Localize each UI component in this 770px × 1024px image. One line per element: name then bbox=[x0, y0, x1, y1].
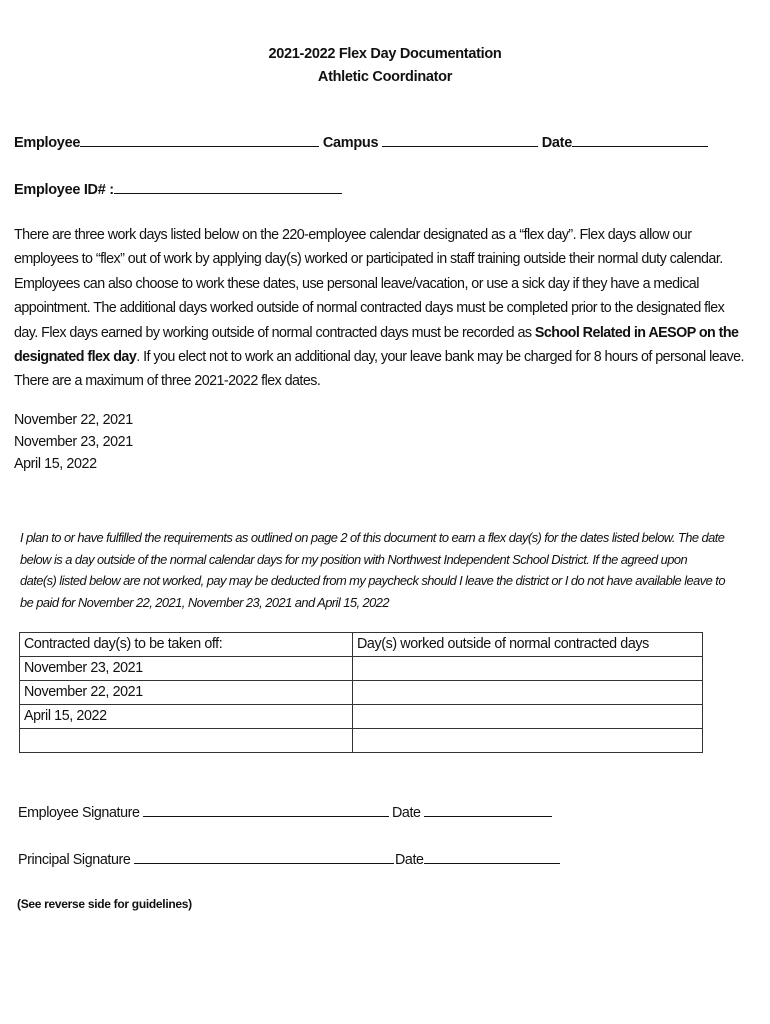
intro-paragraph bbox=[14, 223, 749, 394]
principal-signature-row bbox=[18, 851, 394, 868]
table-cell[interactable] bbox=[353, 681, 703, 705]
intro-text-1: There are three work days listed below on the 220-employee calendar designated as a “flex day”. Flex days allow our employees to “flex” out of work by applying day(s) worked or participated in staff training outside their normal duty calendar. Employees can also choose to work these dates, use personal leave/vacation, or use a sick day if they have a medical appointment. The additional days worked outside of normal contracted days must be completed prior to the designated flex day. Flex days earned by working outside of normal contracted days must be recorded as bbox=[14, 227, 725, 341]
table-header-contracted: Contracted day(s) to be taken off: bbox=[20, 633, 353, 657]
principal-signature-field[interactable] bbox=[134, 851, 394, 864]
table-cell[interactable]: November 22, 2021 bbox=[20, 681, 353, 705]
table-cell[interactable] bbox=[20, 729, 353, 753]
employee-signature-date-row bbox=[392, 804, 552, 821]
principal-signature-label: Principal Signature bbox=[18, 852, 131, 868]
table-header-worked: Day(s) worked outside of normal contracted days bbox=[353, 633, 703, 657]
campus-label: Campus bbox=[322, 135, 379, 151]
principal-signature-date-row bbox=[395, 851, 560, 868]
table-cell[interactable] bbox=[353, 657, 703, 681]
employee-signature-date-field[interactable] bbox=[424, 804, 552, 817]
table-cell[interactable] bbox=[353, 705, 703, 729]
table-header-row bbox=[20, 633, 703, 657]
employee-label: Employee bbox=[14, 135, 81, 151]
intro-text-2: . If you elect not to work an additional day, your leave bank may be charged for 8 hours of personal leave. There are a maximum of three 2021-2022 flex dates. bbox=[14, 349, 744, 390]
document-title: 2021-2022 Flex Day Documentation bbox=[268, 46, 502, 62]
table-cell[interactable]: November 23, 2021 bbox=[20, 657, 353, 681]
table-row bbox=[20, 729, 703, 753]
employee-signature-field[interactable] bbox=[143, 804, 389, 817]
footer-note: (See reverse side for guidelines) bbox=[17, 897, 192, 911]
flex-days-table bbox=[19, 632, 703, 753]
date-label: Date bbox=[541, 135, 572, 151]
employee-id-row bbox=[14, 181, 342, 198]
document-subtitle: Athletic Coordinator bbox=[317, 69, 453, 85]
principal-signature-date-field[interactable] bbox=[424, 851, 560, 864]
pledge-statement: I plan to or have fulfilled the requirements as outlined on page 2 of this document to earn a flex day(s) for the dates listed below. The date below is a day outside of the normal calendar days for my position with Northwest Independent School District. If the agreed upon date(s) listed below are not worked, pay may be deducted from my paycheck should I leave the district or I do not have available leave to be paid for November 22, 2021, November 23, 2021 and April 15, 2022 bbox=[20, 530, 725, 610]
table-cell[interactable]: April 15, 2022 bbox=[20, 705, 353, 729]
employee-signature-row bbox=[18, 804, 389, 821]
table-row bbox=[20, 681, 703, 705]
employee-signature-label: Employee Signature bbox=[18, 805, 140, 821]
campus-field[interactable] bbox=[382, 134, 538, 147]
flex-date: April 15, 2022 bbox=[14, 456, 97, 472]
signature-date-label: Date bbox=[395, 852, 424, 868]
table-row bbox=[20, 705, 703, 729]
date-field[interactable] bbox=[572, 134, 708, 147]
signature-date-label: Date bbox=[392, 805, 421, 821]
employee-name-field[interactable] bbox=[80, 134, 319, 147]
flex-date: November 22, 2021 bbox=[14, 412, 133, 428]
employee-info-row bbox=[14, 134, 708, 151]
table-row bbox=[20, 657, 703, 681]
employee-id-field[interactable] bbox=[114, 181, 342, 194]
flex-dates-list bbox=[14, 409, 133, 475]
employee-id-label: Employee ID# : bbox=[14, 182, 114, 198]
flex-date: November 23, 2021 bbox=[14, 434, 133, 450]
intro-bold-text: School Related in AESOP on the designated flex day bbox=[14, 324, 739, 366]
table-cell[interactable] bbox=[353, 729, 703, 753]
